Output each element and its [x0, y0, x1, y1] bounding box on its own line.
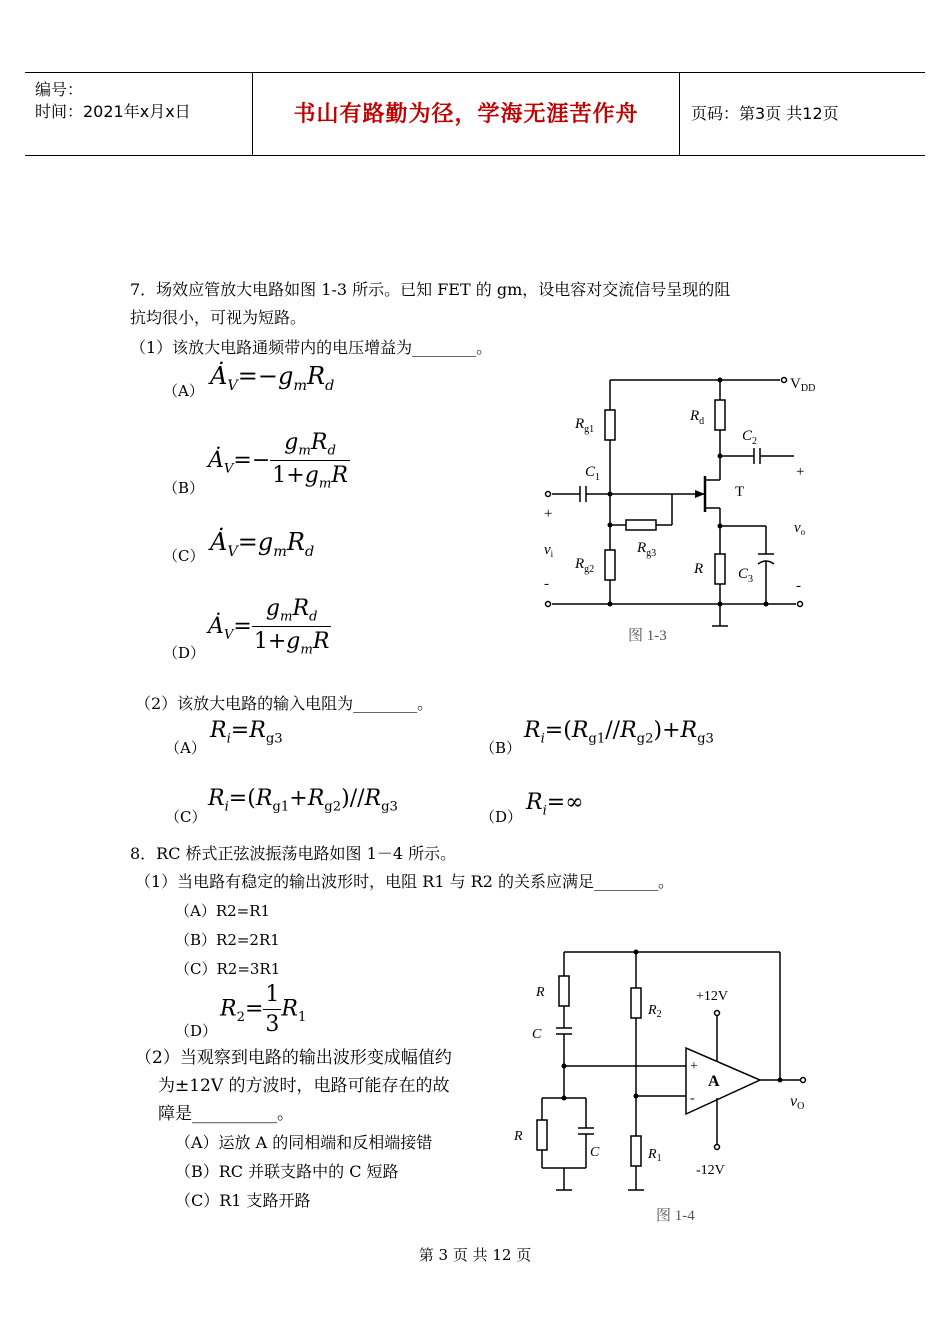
header-page-label: 页码：第3页 共12页 — [691, 104, 839, 123]
q7-1-option-a-formula: $Ȧ_V=-g_mR_d$ — [210, 362, 335, 394]
figure-1-3-caption: 图 1-3 — [628, 628, 667, 644]
svg-text:+: + — [690, 1059, 698, 1074]
svg-text:Rg2: $R_{g2}$ — [575, 556, 595, 575]
q7-2-option-b-label: （B） — [480, 739, 522, 757]
q7-1-option-a-label: （A） — [163, 382, 204, 400]
q7-2-option-a-label: （A） — [165, 739, 206, 757]
svg-text:C: C — [590, 1145, 600, 1160]
q7-1-option-c-formula: $Ȧ_V=g_mR_d$ — [210, 528, 315, 560]
q7-2-option-d-formula: $R_i=\infty$ — [526, 790, 584, 819]
q7-2-option-b-formula: $R_i=(R_{g1}//R_{g2})+R_{g3}$ — [524, 718, 714, 747]
q8-2-option-c: （C）R1 支路开路 — [175, 1191, 311, 1210]
q8-1-option-b: （B）R2=2R1 — [175, 931, 280, 949]
time-label: 时间：2021年x月x日 — [35, 102, 191, 121]
q7-1-option-b-label: （B） — [163, 479, 205, 497]
q8-sub2-line1: （2）当观察到电路的输出波形变成幅值约 — [135, 1048, 452, 1068]
q8-1-option-d-label: （D） — [175, 1022, 218, 1040]
q8-sub2-line2: 为±12V 的方波时，电路可能存在的故 — [158, 1076, 450, 1096]
svg-text:R: R — [514, 1129, 523, 1144]
svg-text:A: A — [708, 1073, 720, 1090]
q7-sub1: （1）该放大电路通频带内的电压增益为________。 — [130, 338, 493, 357]
q7-2-option-c-formula: $R_i=(R_{g1}+R_{g2})//R_{g3}$ — [208, 786, 398, 815]
page-header — [25, 72, 925, 156]
svg-text:-: - — [796, 578, 801, 594]
svg-text:C2: $C_2$ — [742, 428, 758, 447]
svg-text:vi: $v_i$ — [544, 542, 554, 559]
figure-1-4-circuit — [510, 938, 830, 1233]
svg-text:VDD: $V_{DD}$ — [790, 376, 816, 394]
q7-intro-line1: 7．场效应管放大电路如图 1-3 所示。已知 FET 的 gm，设电容对交流信号呈现的阻 — [130, 280, 731, 299]
svg-text:Rg3: $R_{g3}$ — [637, 540, 657, 559]
svg-text:vo: $v_o$ — [794, 520, 806, 537]
figure-1-4-caption: 图 1-4 — [656, 1208, 695, 1224]
header-motto: 书山有路勤为径，学海无涯苦作舟 — [253, 73, 680, 155]
q7-2-option-a-formula: $R_i=R_{g3}$ — [210, 718, 283, 747]
figure-1-3-circuit — [530, 368, 830, 653]
svg-text:-12V: -12V — [696, 1163, 725, 1178]
number-label: 编号： — [35, 80, 84, 99]
svg-text:R: R — [694, 561, 704, 577]
q7-1-option-b-formula: $Ȧ_V=-$ $\frac{g_mR_d}{1+g_mR}$ — [208, 430, 348, 492]
svg-text:Rg1: $R_{g1}$ — [575, 416, 595, 435]
svg-text:T: T — [735, 484, 745, 500]
svg-text:-: - — [690, 1091, 695, 1106]
svg-text:Rd: $R_d$ — [690, 408, 705, 427]
q7-2-option-d-label: （D） — [480, 808, 523, 826]
q8-intro: 8．RC 桥式正弦波振荡电路如图 1－4 所示。 — [130, 844, 457, 863]
svg-text:R2: $R_2$ — [648, 1003, 662, 1020]
svg-text:vO: vO — [790, 1093, 805, 1112]
q8-sub2-line3: 障是__________。 — [158, 1104, 294, 1124]
svg-text:+: + — [544, 506, 553, 522]
svg-text:C3: $C_3$ — [738, 566, 754, 585]
q8-2-option-b: （B）RC 并联支路中的 C 短路 — [175, 1162, 399, 1181]
page-footer: 第 3 页 共 12 页 — [418, 1246, 532, 1264]
q7-2-option-c-label: （C） — [165, 808, 207, 826]
svg-text:R1: $R_1$ — [648, 1147, 662, 1164]
q7-1-option-d-formula: $Ȧ_V=$ $\frac{g_mR_d}{1+g_mR}$ — [208, 596, 330, 658]
q8-1-option-a: （A）R2=R1 — [175, 902, 271, 920]
svg-text:C: C — [532, 1027, 542, 1042]
svg-text:C1: $C_1$ — [585, 464, 601, 483]
svg-text:R: R — [536, 985, 545, 1000]
vdd-label: V — [790, 376, 801, 392]
q7-sub2: （2）该放大电路的输入电阻为________。 — [135, 694, 434, 713]
svg-text:+: + — [796, 464, 805, 480]
q8-2-option-a: （A）运放 A 的同相端和反相端接错 — [175, 1133, 433, 1152]
svg-text:-: - — [544, 576, 549, 592]
q8-1-option-d-formula: $R_2=$ $\frac{1}{3}$ $R_1$ — [220, 982, 307, 1037]
header-meta — [25, 73, 253, 155]
q7-1-option-d-label: （D） — [163, 644, 206, 662]
q8-sub1: （1）当电路有稳定的输出波形时，电阻 R1 与 R2 的关系应满足________。 — [135, 872, 674, 891]
q7-1-option-c-label: （C） — [163, 547, 205, 565]
svg-text:+12V: +12V — [696, 989, 729, 1004]
q8-1-option-c: （C）R2=3R1 — [175, 960, 281, 978]
q7-intro-line2: 抗均很小，可视为短路。 — [130, 308, 307, 327]
